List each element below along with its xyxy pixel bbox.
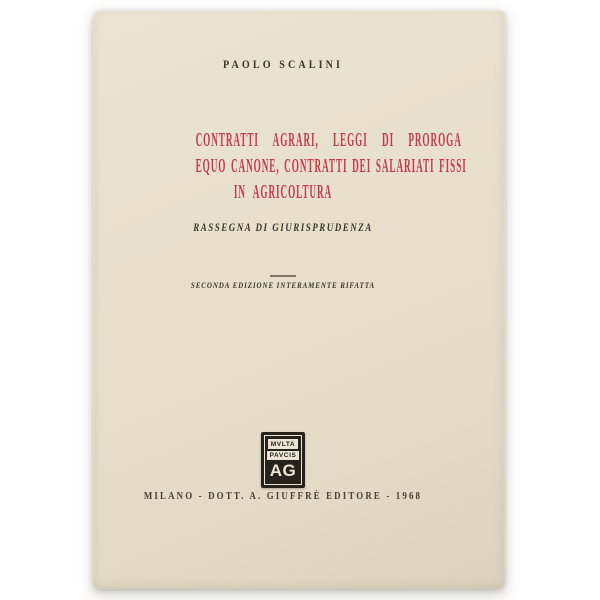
author-name: PAOLO SCALINI [223,59,343,71]
edition-note: SECONDA EDIZIONE INTERAMENTE RIFATTA [190,281,376,290]
book-cover [93,10,505,589]
publisher-logo [261,432,305,488]
publisher-imprint: MILANO - DOTT. A. GIUFFRÈ EDITORE - 1968 [143,491,423,502]
cover-content [93,10,473,589]
publisher-logo-frame [264,435,302,485]
logo-motto-pavcis: PAVCIS [267,451,300,461]
subtitle: RASSEGNA DI GIURISPRUDENZA [193,220,373,234]
logo-motto-mvlta: MVLTA [268,439,298,449]
logo-initials-ag: AG [269,461,297,480]
edition-divider-rule [270,275,296,277]
title-line-1: CONTRATTI AGRARI, LEGGI DI PROROGA [195,129,462,151]
title-line-2: EQUO CANONE, CONTRATTI DEI SALARIATI FISSI [195,155,467,177]
book-title [195,127,467,205]
title-line-3: IN AGRICOLTURA [233,181,333,203]
